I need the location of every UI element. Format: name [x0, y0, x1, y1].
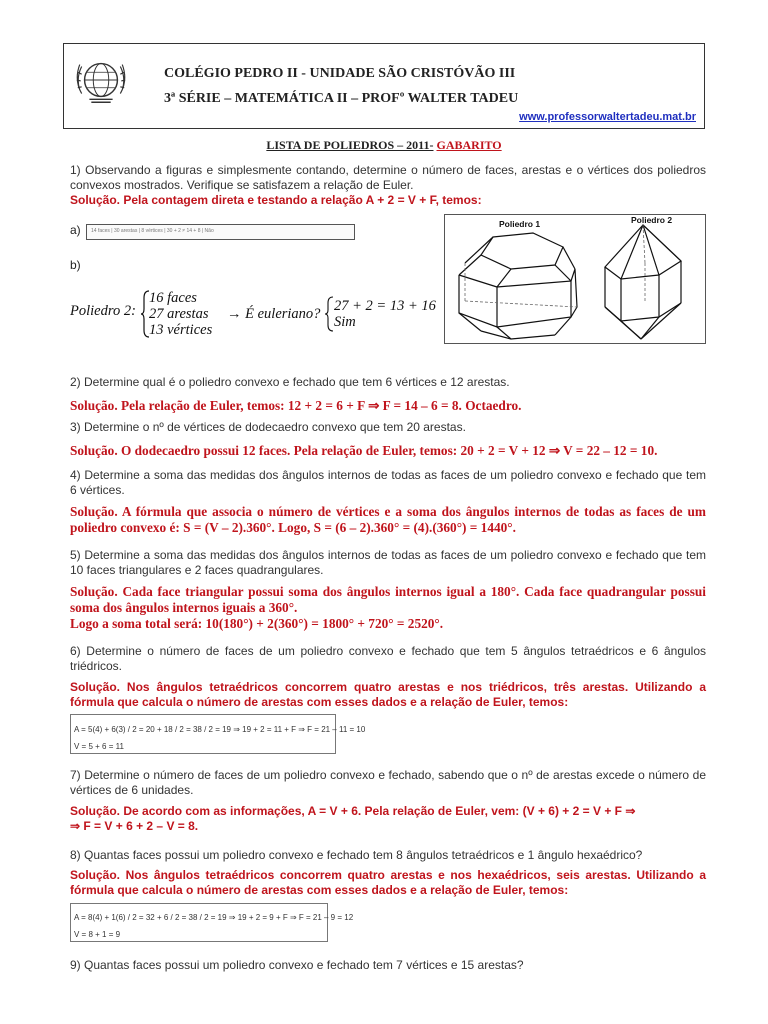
question-9: 9) Quantas faces possui um poliedro convexo e fechado tem 7 vértices e 15 arestas?	[70, 958, 524, 972]
polyhedron-1-label: Poliedro 1	[499, 219, 541, 229]
title-main: LISTA DE POLIEDROS – 2011-	[266, 138, 434, 152]
q6-formula-line-1: A = 5(4) + 6(3) / 2 = 20 + 18 / 2 = 38 / 2 = 19 ⇒ 19 + 2 = 11 + F ⇒ F = 21 – 11 = 10	[74, 725, 366, 734]
q1-b-vertices: 13 vértices	[149, 322, 213, 338]
solution-2: Solução. Pela relação de Euler, temos: 12 + 2 = 6 + F ⇒ F = 14 – 6 = 8. Octaedro.	[70, 398, 522, 413]
solution-8: Solução. Nos ângulos tetraédricos concorrem quatro arestas e nos hexaédricos, seis arestas. Utilizando a fórmula que calcula o número de arestas com esses dados e a relação de Euler, temos:	[70, 868, 706, 897]
polyhedra-figure	[444, 214, 706, 344]
polyhedra-drawing	[445, 215, 707, 345]
q1-b-label: b)	[70, 258, 81, 272]
q1-b-arrow: → É euleriano?	[227, 306, 321, 322]
school-name: COLÉGIO PEDRO II - UNIDADE SÃO CRISTÓVÃO III	[164, 66, 516, 81]
q1-b-right-brace	[325, 296, 334, 332]
solution-5-total: Logo a soma total será: 10(180°) + 2(360°) = 1800° + 720° = 2520°.	[70, 616, 444, 631]
q1-b-check: 27 + 2 = 13 + 16	[334, 298, 436, 314]
solution-3: Solução. O dodecaedro possui 12 faces. Pela relação de Euler, temos: 20 + 2 = V + 12 ⇒ V = 22 – 12 = 10.	[70, 443, 658, 458]
question-4: 4) Determine a soma das medidas dos ângulos internos de todas as faces de um poliedro convexo e fechado que tem 6 vértices.	[70, 468, 706, 497]
q1-b-edges: 27 arestas	[149, 306, 209, 322]
solution-6: Solução. Nos ângulos tetraédricos concorrem quatro arestas e nos triédricos, três arestas. Utilizando a fórmula que calcula o número de arestas com esses dados e a relação de Euler, temos:	[70, 680, 706, 709]
question-5: 5) Determine a soma das medidas dos ângulos internos de todas as faces de um poliedro convexo e fechado que tem 10 faces triangulares e 2 faces quadrangulares.	[70, 548, 706, 577]
solution-7-result: ⇒ F = V + 6 + 2 – V = 8.	[70, 819, 199, 833]
q1-a-label: a)	[70, 223, 81, 237]
question-2: 2) Determine qual é o poliedro convexo e fechado que tem 6 vértices e 12 arestas.	[70, 375, 510, 389]
title-highlight: GABARITO	[436, 138, 502, 152]
solution-4: Solução. A fórmula que associa o número de vértices e a soma dos ângulos internos de todas as faces de um poliedro convexo é: S = (V – 2).360°. Logo, S = (6 – 2).360° = (4).(360°) = 1440°.	[70, 504, 706, 535]
question-3: 3) Determine o nº de vértices de dodecaedro convexo que tem 20 arestas.	[70, 420, 466, 434]
solution-5: Solução. Cada face triangular possui soma dos ângulos internos igual a 180°. Cada face quadrangular possui soma dos ângulos internos iguais a 360°.	[70, 584, 706, 615]
q1-a-answer-box: 14 faces | 30 arestas | 8 vértices | 30 + 2 ≠ 14 + 8 | Não	[86, 224, 355, 240]
polyhedron-2-label: Poliedro 2	[631, 215, 673, 225]
q1-b-faces: 16 faces	[149, 290, 197, 306]
school-crest-icon	[72, 51, 130, 109]
question-8: 8) Quantas faces possui um poliedro convexo e fechado tem 8 ângulos tetraédricos e 1 ângulo hexaédrico?	[70, 848, 643, 862]
polyhedron-2-shape	[605, 225, 681, 339]
question-1: 1) Observando a figuras e simplesmente contando, determine o número de faces, arestas e o vértices dos poliedros convexos mostrados. Verifique se satisfazem a relação de Euler.	[70, 163, 706, 192]
q6-formula-line-2: V = 5 + 6 = 11	[74, 742, 124, 751]
polyhedron-1-shape	[459, 233, 577, 339]
q1-b-answer: Sim	[334, 314, 356, 330]
header-box	[63, 43, 705, 129]
q8-formula-line-2: V = 8 + 1 = 9	[74, 930, 121, 939]
q6-formula-box	[70, 714, 366, 754]
solution-1: Solução. Pela contagem direta e testando a relação A + 2 = V + F, temos:	[70, 193, 482, 207]
q8-formula-box	[70, 903, 354, 942]
solution-7: Solução. De acordo com as informações, A = V + 6. Pela relação de Euler, vem: (V + 6) + 2 = V + F ⇒	[70, 804, 636, 818]
q1-b-prefix: Poliedro 2:	[70, 303, 136, 319]
website-link[interactable]: www.professorwaltertadeu.mat.br	[519, 111, 696, 123]
question-6: 6) Determine o número de faces de um poliedro convexo e fechado que tem 5 ângulos tetraédricos e 6 ângulos triédricos.	[70, 644, 706, 673]
course-line: 3ª SÉRIE – MATEMÁTICA II – PROFº WALTER TADEU	[164, 91, 519, 106]
page-title	[0, 138, 768, 153]
q8-formula-line-1: A = 8(4) + 1(6) / 2 = 32 + 6 / 2 = 38 / 2 = 19 ⇒ 19 + 2 = 9 + F ⇒ F = 21 – 9 = 12	[74, 913, 354, 922]
question-7: 7) Determine o número de faces de um poliedro convexo e fechado, sabendo que o nº de arestas excede o número de vértices de 6 unidades.	[70, 768, 706, 797]
